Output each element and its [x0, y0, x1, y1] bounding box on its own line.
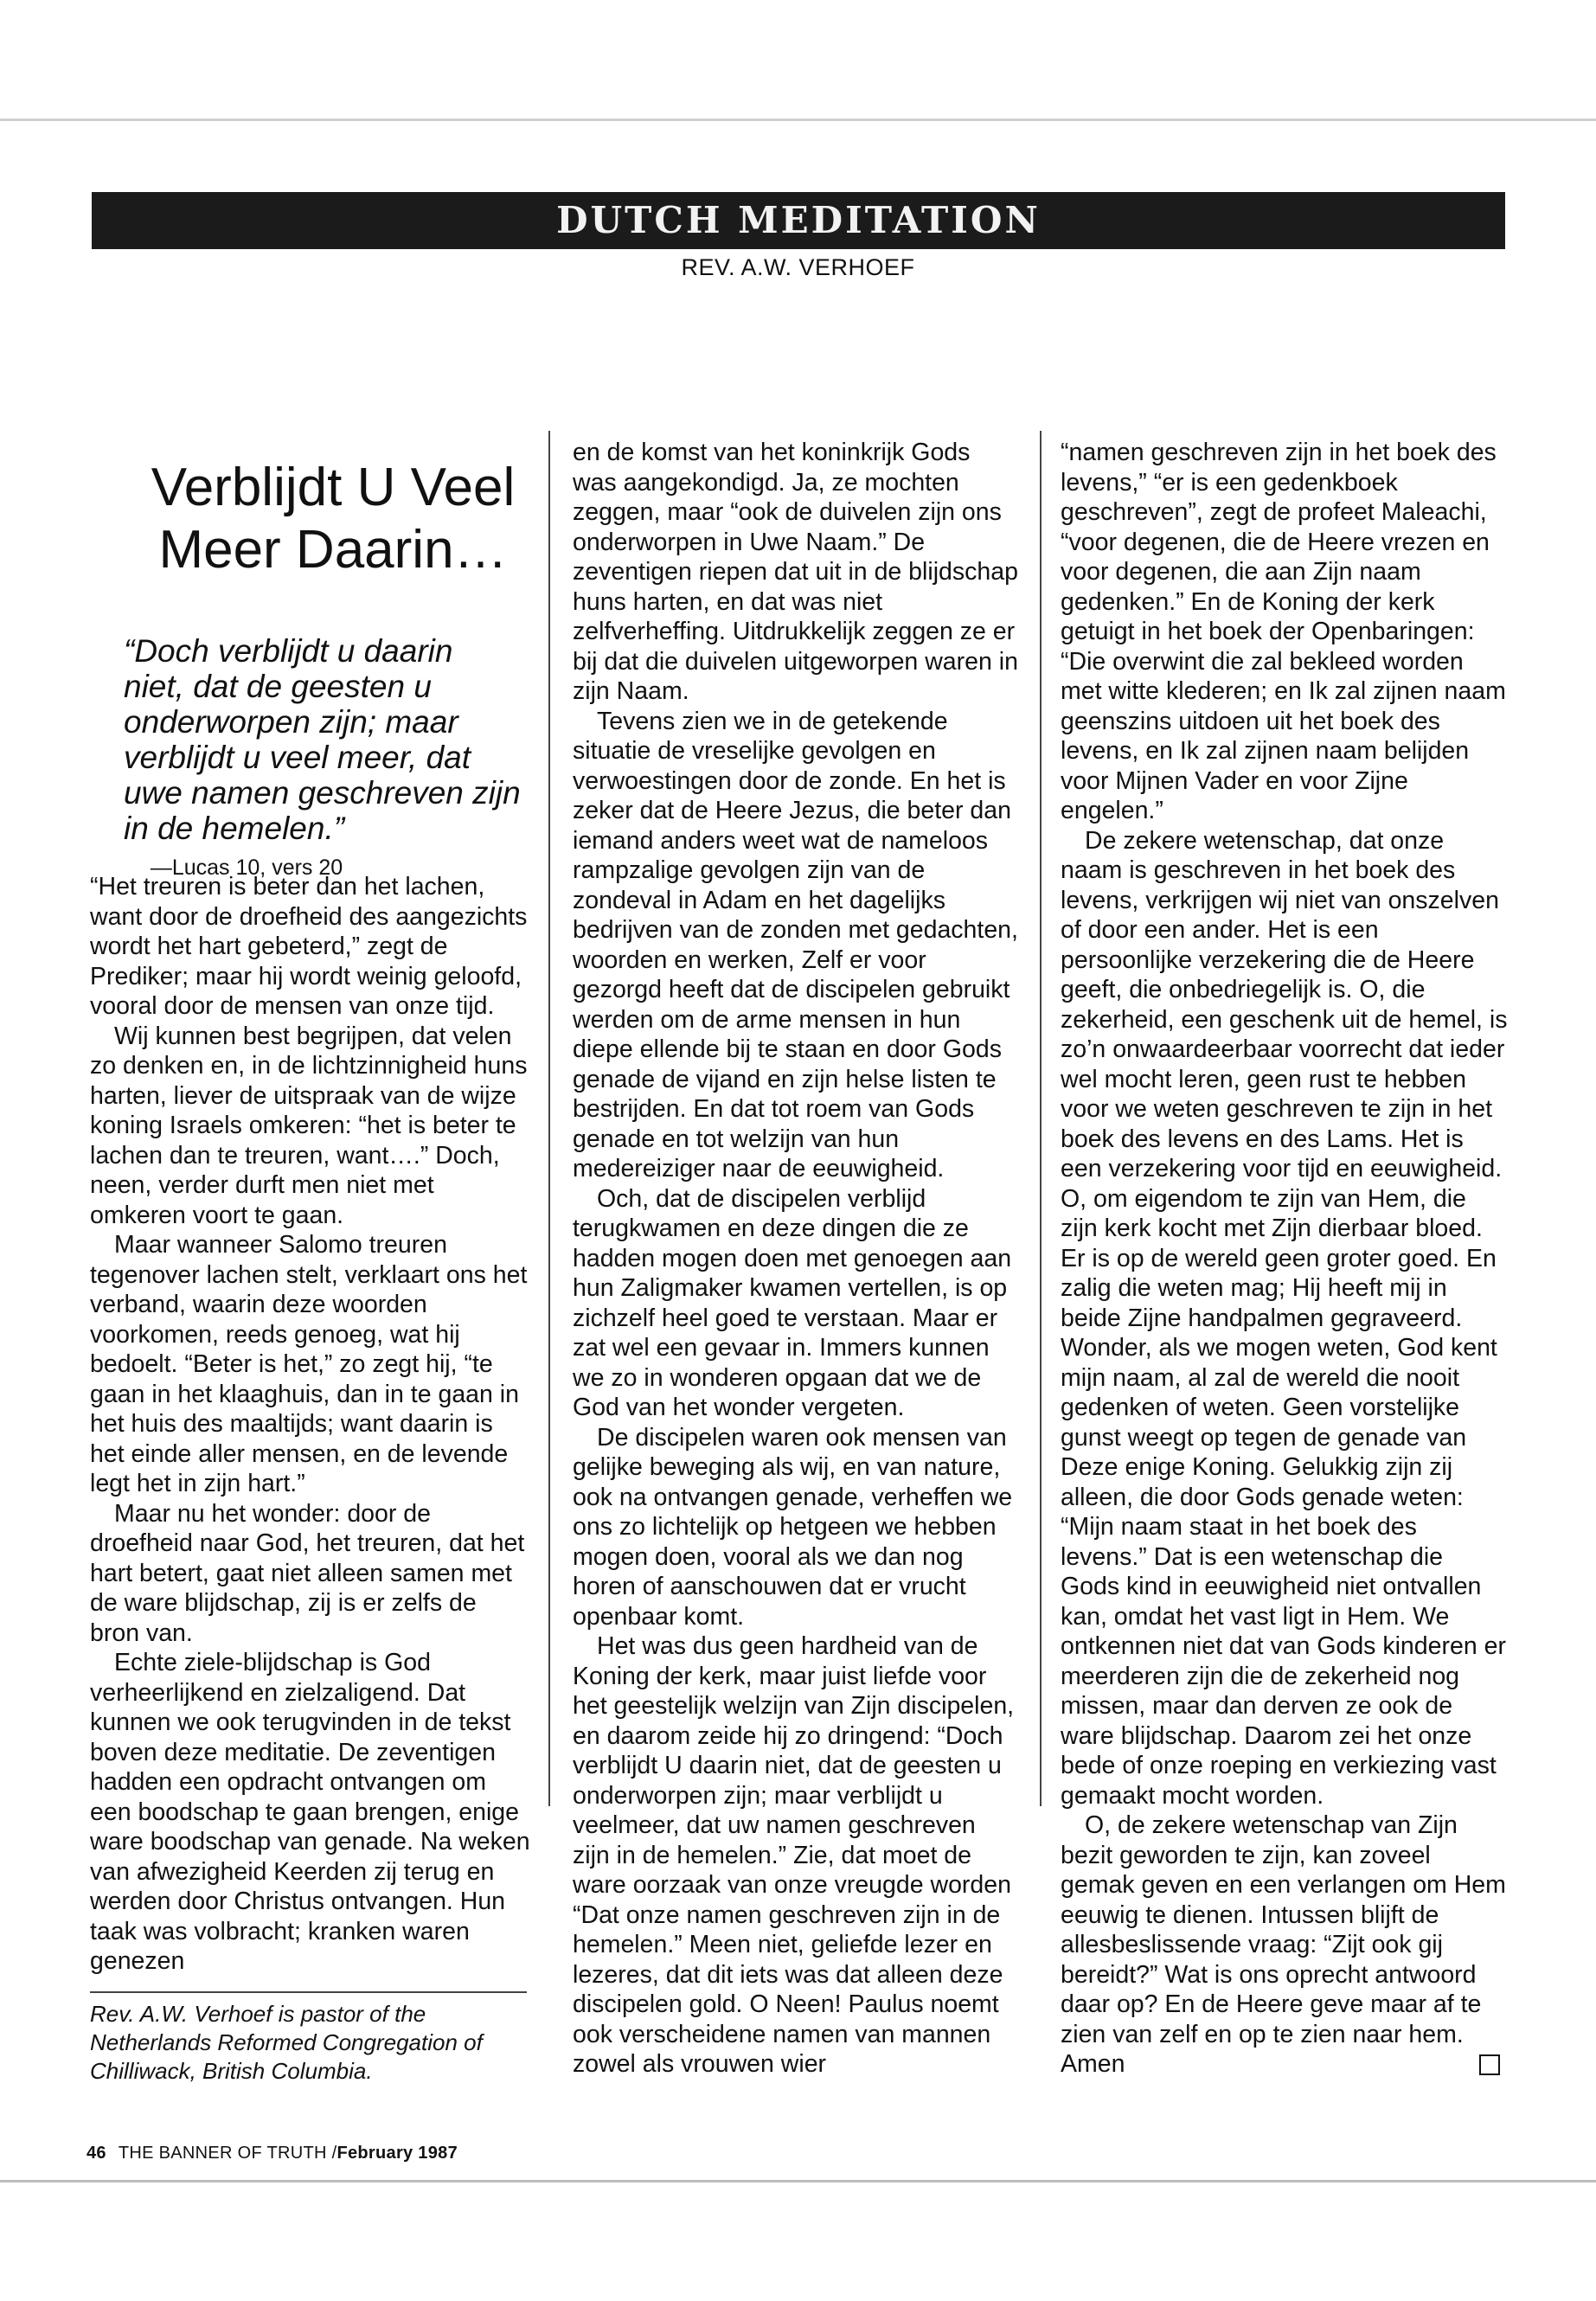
column-3	[1061, 438, 1509, 2080]
page-top-rule	[0, 119, 1596, 121]
paragraph: Tevens zien we in de getekende situatie de vreselijke gevolgen en verwoestingen door de zonde. En het is zeker dat de Heere Jezus, die beter dan iemand anders weet wat de nameloos rampzalige gevolgen zijn van de zondeval in Adam en het dagelijks bedrijven van de zonden met gedachten, woorden en werken, Zelf er voor gezorgd heeft dat de discipelen gebruikt werden om de arme mensen in hun diepe ellende bij te staan en door Gods genade de vijand en zijn helse listen te bestrijden. En dat tot roem van Gods genade en tot welzijn van hun medereiziger naar de eeuwigheid.	[573, 707, 1018, 1183]
quote-text: “Doch verblijdt u daarin niet, dat de geesten u onderworpen zijn; maar verblijdt u veel meer, dat uwe namen geschreven zijn in de hemelen.”	[124, 633, 521, 846]
end-of-article-icon	[1479, 2054, 1500, 2075]
column-1	[90, 872, 531, 1977]
paragraph: “Het treuren is beter dan het lachen, want door de droefheid des aangezichts wordt het hart gebeterd,” zegt de Prediker; maar hij wordt weinig geloofd, vooral door de mensen van onze tijd.	[90, 873, 528, 1020]
magazine-name: THE BANNER OF TRUTH /	[118, 2144, 337, 2163]
column-divider	[548, 431, 550, 1806]
section-banner: DUTCH MEDITATION	[92, 192, 1505, 249]
paragraph: De zekere wetenschap, dat onze naam is geschreven in het boek des levens, verkrijgen wij niet van onszelven of door een ander. Het is een persoonlijke verzekering die de Heere geeft, die onbedriegelijk is. O, die zekerheid, een geschenk uit de hemel, is zo’n onwaardeerbaar voorrecht dat ieder wel mocht leren, geen rust te hebben voor we weten geschreven te zijn in het boek des levens en des Lams. Het is een verzekering voor tijd en eeuwigheid. O, om eigendom te zijn van Hem, die zijn kerk kocht met Zijn dierbaar bloed. Er is op de wereld geen groter goed. En zalig die weten mag; Hij heeft mij in beide Zijne handpalmen gegraveerd. Wonder, als we mogen weten, God kent mijn naam, al zal de wereld die nooit gedenken of weten. Geen vorstelijke gunst weegt op tegen de genade van Deze enige Koning. Gelukkig zijn zij alleen, die door Gods genade weten: “Mijn naam staat in het boek des levens.” Dat is een wetenschap die Gods kind in eeuwigheid niet ontvallen kan, omdat het vast ligt in Hem. We ontkennen niet dat van Gods kinderen er meerderen zijn die de zekerheid nog missen, maar dan derven ze ook de ware blijdschap. Daarom zei het onze bede of onze roeping en verkiezing vast gemaakt mocht worden.	[1061, 826, 1508, 1810]
scripture-quote	[124, 633, 522, 886]
paragraph: Het was dus geen hardheid van de Koning der kerk, maar juist liefde voor het geestelijk welzijn van Zijn discipelen, en daarom zeide hij zo dringend: “Doch verblijdt U daarin niet, dat de geesten u onderworpen zijn; maar verblijdt u veelmeer, dat uw namen geschreven zijn in de hemelen.” Zie, dat moet de ware oorzaak van onze vreugde worden “Dat onze namen geschreven zijn in de hemelen.” Meen niet, geliefde lezer en lezeres, dat dit iets was dat alleen deze discipelen gold. O Neen! Paulus noemt ook verscheidene namen van mannen zowel als vrouwen wier	[573, 1632, 1015, 2078]
paragraph: Och, dat de discipelen verblijd terugkwamen en deze dingen die ze hadden mogen doen met genoegen aan hun Zaligmaker kwamen vertellen, is op zichzelf heel goed te verstaan. Maar er zat wel een gevaar in. Immers kunnen we zo in wonderen opgaan dat we de God van het wonder vergeten.	[573, 1184, 1012, 1421]
column-2	[573, 438, 1019, 2080]
paragraph: Maar wanneer Salomo treuren tegenover lachen stelt, verklaart ons het verband, waarin deze woorden voorkomen, reeds genoeg, wat hij bedoelt. “Beter is het,” zo zegt hij, “te gaan in het klaaghuis, dan in te gaan in het huis des maaltijds; want daarin is het einde aller mensen, en de levende legt het in zijn hart.”	[90, 1231, 528, 1497]
author-footnote: Rev. A.W. Verhoef is pastor of the Netherlands Reformed Congregation of Chilliwack, British Columbia.	[90, 2001, 483, 2084]
issue-date: February 1987	[337, 2144, 458, 2163]
paragraph: De discipelen waren ook mensen van gelijke beweging als wij, en van nature, ook na ontvangen genade, verheffen we ons zo lichtelijk op hetgeen we hebben mogen doen, vooral als we dan nog horen of aanschouwen dat er vrucht openbaar komt.	[573, 1423, 1013, 1631]
paragraph: en de komst van het koninkrijk Gods was aangekondigd. Ja, ze mochten zeggen, maar “ook de duivelen zijn ons onderworpen in Uwe Naam.” De zeventigen riepen dat uit in de blijdschap huns harten, en dat was niet zelfverheffing. Uitdrukkelijk zeggen ze er bij dat die duivelen uitgeworpen waren in zijn Naam.	[573, 439, 1018, 705]
paragraph-text: O, de zekere wetenschap van Zijn bezit geworden te zijn, kan zoveel gemak geven en een verlangen om Hem eeuwig te dienen. Intussen blijft de allesbeslissende vraag: “Zijt ook gij bereidt?” Wat is ons oprecht antwoord daar op? En de Heere geve maar af te zien van zelf en op te zien naar hem. Amen	[1061, 1811, 1506, 2078]
paragraph-last	[1061, 1811, 1509, 2080]
column-divider	[1040, 431, 1042, 1806]
paragraph: Wij kunnen best begrijpen, dat velen zo denken en, in de lichtzinnigheid huns harten, liever de uitspraak van de wijze koning Israels omkeren: “het is beter te lachen dan te treuren, want….” Doch, neen, verder durft men niet met omkeren voort te gaan.	[90, 1022, 528, 1229]
title-line-1: Verblijdt U Veel	[151, 458, 516, 517]
footnote-divider	[90, 1991, 527, 1993]
page-bottom-rule	[0, 2180, 1596, 2182]
author-byline: REV. A.W. VERHOEF	[681, 254, 915, 280]
paragraph: Maar nu het wonder: door de droefheid naar God, het treuren, dat het hart betert, gaat niet alleen samen met de ware blijdschap, zij is er zelfs de bron van.	[90, 1499, 525, 1647]
page-folio	[87, 2144, 458, 2163]
paragraph: “namen geschreven zijn in het boek des levens,” “er is een gedenkboek geschreven”, zegt de profeet Maleachi, “voor degenen, die de Heere vrezen en voor degenen, die aan Zijn naam gedenken.” En de Koning der kerk getuigt in het boek der Openbaringen: “Die overwint die zal bekleed worden met witte klederen; en Ik zal zijnen naam geenszins uitdoen uit het boek des levens, en Ik zal zijnen naam belijden voor Mijnen Vader en voor Zijne engelen.”	[1061, 439, 1506, 824]
page-number: 46	[87, 2144, 106, 2163]
quote-reference: —Lucas 10, vers 20	[150, 856, 343, 880]
title-line-2: Meer Daarin…	[158, 520, 508, 580]
article-title	[130, 457, 536, 581]
paragraph: Echte ziele-blijdschap is God verheerlijkend en zielzaligend. Dat kunnen we ook terugvinden in de tekst boven deze meditatie. De zeventigen hadden een opdracht ontvangen om een boodschap te gaan brengen, enige ware boodschap van genade. Na weken van afwezigheid Keerden zij terug en werden door Christus ontvangen. Hun taak was volbracht; kranken waren genezen	[90, 1649, 530, 1975]
